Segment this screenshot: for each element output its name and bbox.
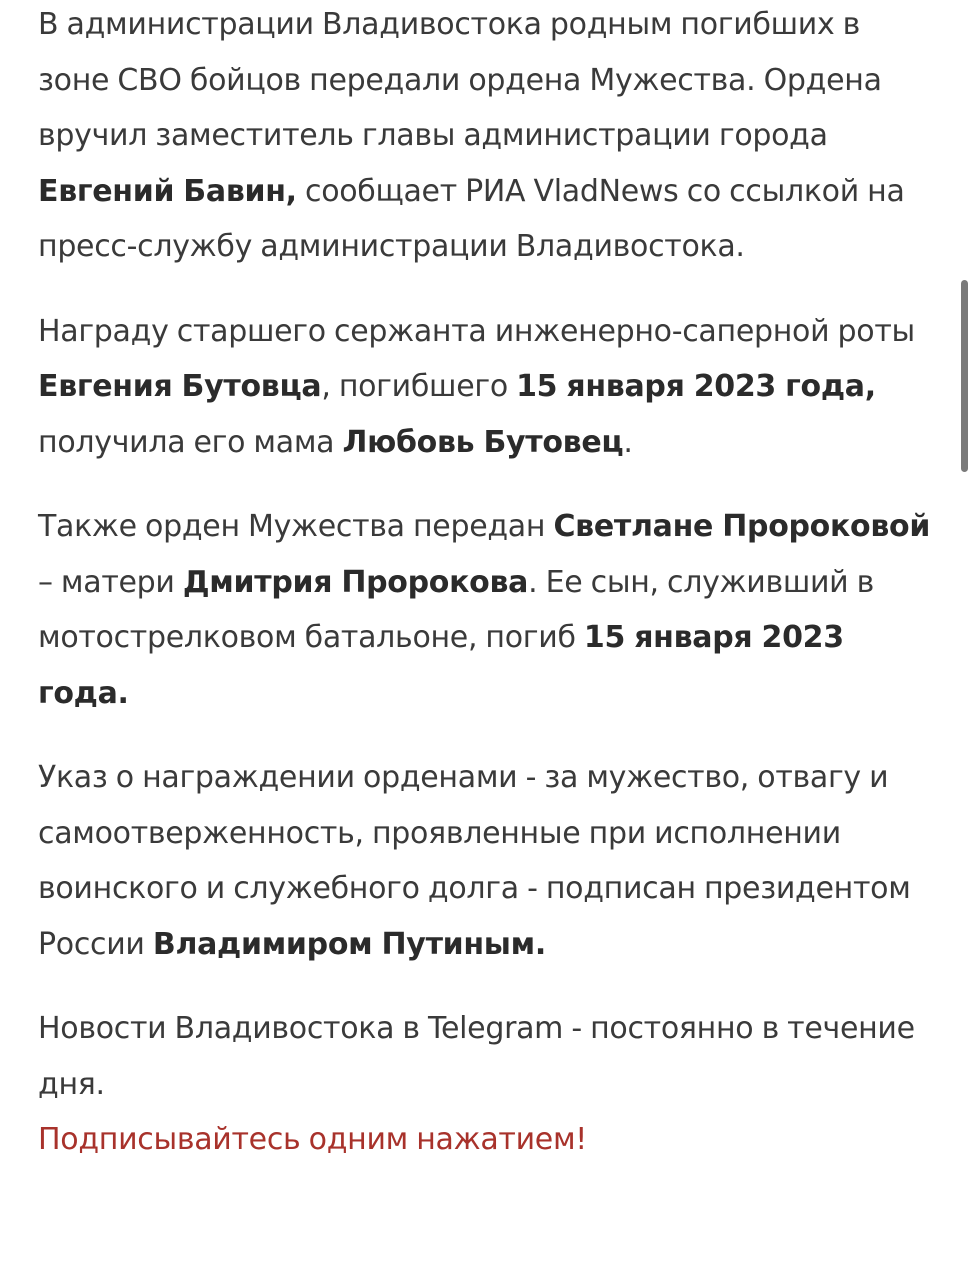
paragraph-intro <box>38 0 938 275</box>
article-body <box>38 0 938 1168</box>
prorokov-text-2: – матери <box>38 564 183 600</box>
paragraph-subscribe <box>38 1112 938 1168</box>
decree-text: Указ о награждении орденами - за мужество, отвагу и самоотверженность, проявленные при исполнении воинского и служебного долга - подписан президентом России <box>38 760 911 962</box>
date-prorokov: 15 января 2023 года. <box>38 620 844 711</box>
soldier-name-butovets: Евгения Бутовца <box>38 369 322 404</box>
telegram-text: Новости Владивостока в Telegram - постоянно в течение дня. <box>38 1011 915 1102</box>
intro-text-1: В администрации Владивостока родным погибших в зоне СВО бойцов передали ордена Мужества. Ордена вручил заместитель главы администрации города <box>38 7 882 153</box>
soldier-name-prorokov: Дмитрия Пророкова <box>182 564 529 600</box>
mother-name-prorokova: Светлане Пророковой <box>553 509 931 544</box>
butovets-text-1: Награду старшего сержанта инженерно-саперной роты <box>38 313 915 349</box>
intro-text-2: сообщает РИА VladNews со ссылкой на пресс-службу администрации Владивостока. <box>38 173 905 264</box>
butovets-text-3: получила его мама <box>38 424 343 460</box>
president-name: Владимиром Путиным. <box>152 926 546 962</box>
prorokov-text-1: Также орден Мужества передан <box>38 509 554 544</box>
paragraph-butovets <box>38 304 938 471</box>
scrollbar-thumb[interactable] <box>961 280 968 472</box>
paragraph-decree <box>38 750 938 972</box>
prorokov-text-3: . Ее сын, служивший в мотострелковом батальоне, погиб <box>38 564 874 655</box>
date-butovets: 15 января 2023 года, <box>516 369 876 404</box>
butovets-text-4: . <box>623 424 633 460</box>
paragraph-prorokov <box>38 499 938 721</box>
mother-name-butovets: Любовь Бутовец <box>342 424 624 460</box>
subscribe-link[interactable]: Подписывайтесь одним нажатием! <box>38 1122 588 1157</box>
deputy-name: Евгений Бавин, <box>38 173 297 209</box>
paragraph-telegram <box>38 1001 938 1112</box>
butovets-text-2: , погибшего <box>321 369 517 404</box>
